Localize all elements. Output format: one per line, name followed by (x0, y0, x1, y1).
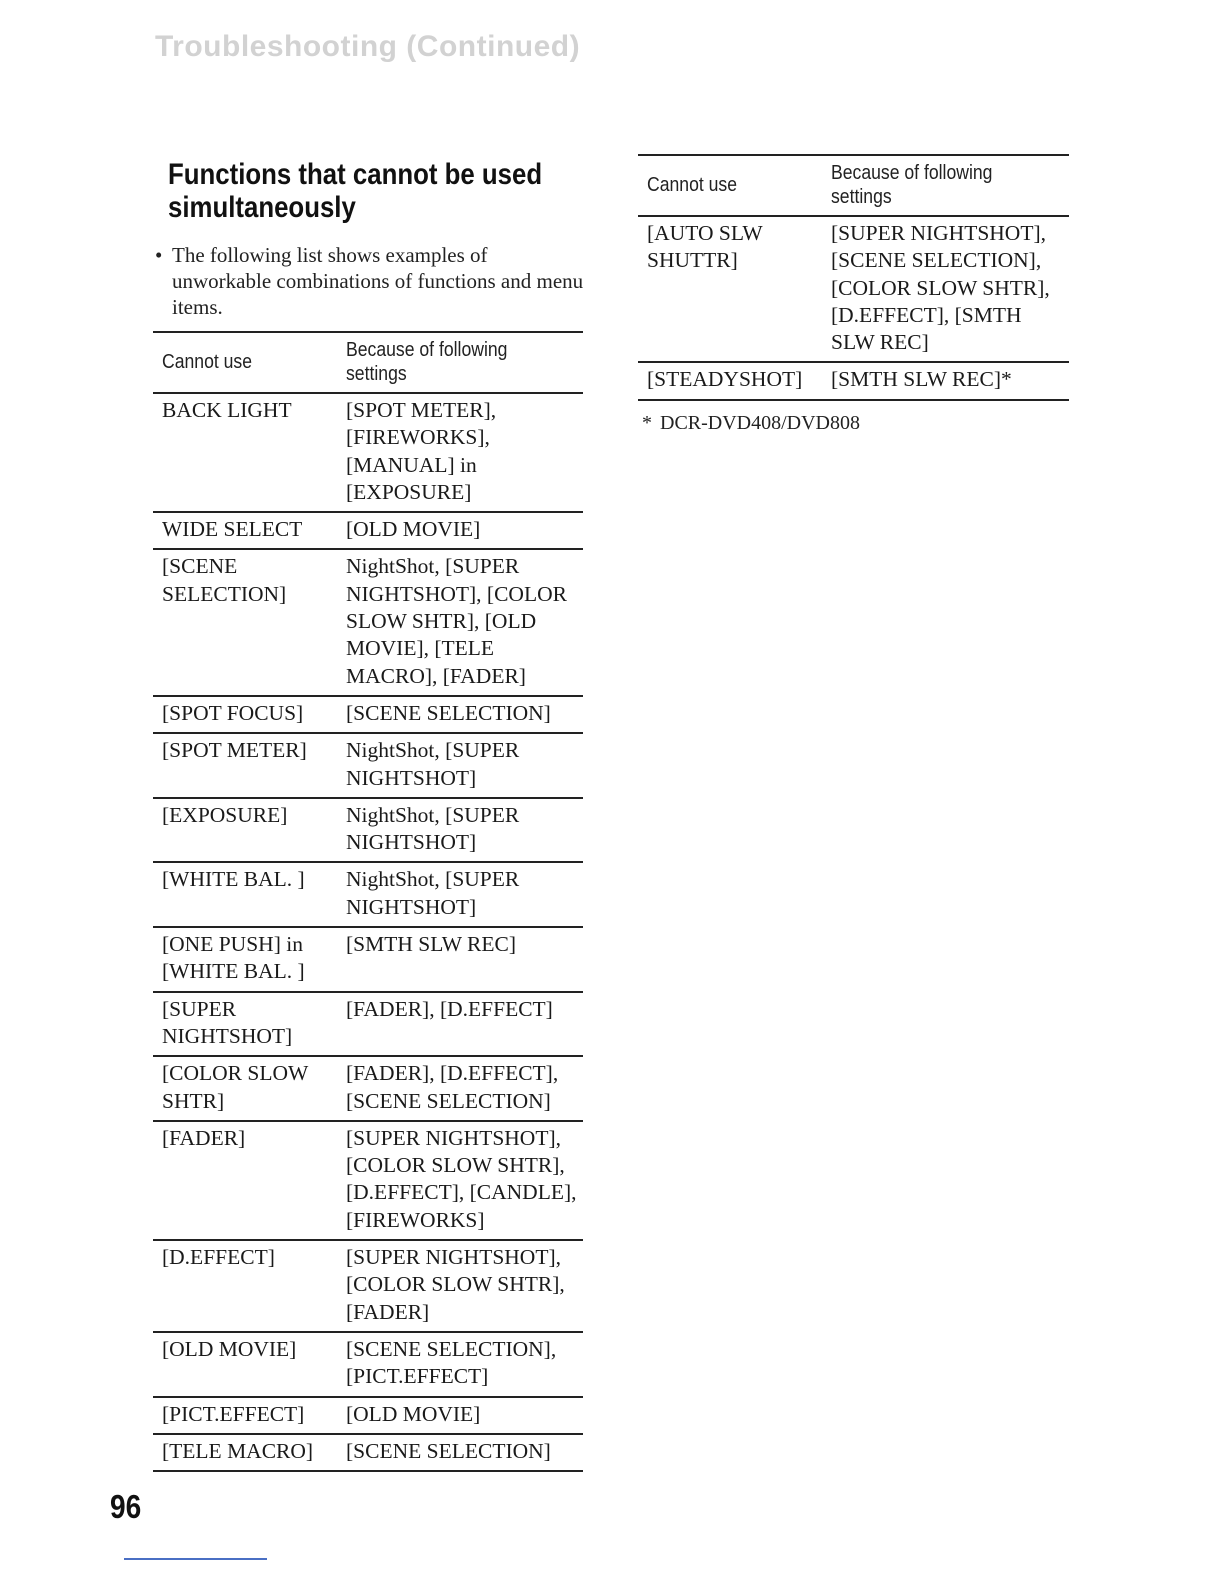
table-row (638, 362, 1069, 399)
section-title-line-1: Functions that cannot be used (168, 158, 543, 191)
cannot-use-cell: [WHITE BAL. ] (153, 862, 337, 927)
table-row (153, 1434, 583, 1471)
footnote-mark: * (642, 412, 652, 434)
because-cell: [SPOT METER], [FIREWORKS], [MANUAL] in [EXPOSURE] (337, 393, 583, 512)
table-row (153, 798, 583, 863)
table-row (153, 1332, 583, 1397)
header-because-of: Because of following settings (822, 155, 1069, 216)
cannot-use-cell: [STEADYSHOT] (638, 362, 822, 399)
table-row (153, 512, 583, 549)
because-cell: [OLD MOVIE] (337, 1397, 583, 1434)
cannot-use-cell: [SPOT METER] (153, 733, 337, 798)
because-cell: [OLD MOVIE] (337, 512, 583, 549)
table-row (153, 1240, 583, 1332)
header-because-of: Because of following settings (337, 332, 583, 393)
table-row (153, 927, 583, 992)
cannot-use-cell: [SPOT FOCUS] (153, 696, 337, 733)
cannot-use-cell: [TELE MACRO] (153, 1434, 337, 1471)
because-cell: [SMTH SLW REC] (337, 927, 583, 992)
bottom-rule (124, 1558, 267, 1560)
because-cell: [FADER], [D.EFFECT], [SCENE SELECTION] (337, 1056, 583, 1121)
table-row (153, 992, 583, 1057)
table-row (153, 1121, 583, 1240)
table-row (153, 696, 583, 733)
cannot-use-cell: [PICT.EFFECT] (153, 1397, 337, 1434)
table-header-row (638, 155, 1069, 216)
intro-text: The following list shows examples of unworkable combinations of functions and menu items. (172, 243, 584, 319)
cannot-use-cell: [D.EFFECT] (153, 1240, 337, 1332)
cannot-use-cell: [COLOR SLOW SHTR] (153, 1056, 337, 1121)
table-row (153, 733, 583, 798)
cannot-use-cell: BACK LIGHT (153, 393, 337, 512)
because-cell: NightShot, [SUPER NIGHTSHOT] (337, 798, 583, 863)
intro-paragraph (155, 242, 585, 320)
header-cannot-use: Cannot use (153, 332, 337, 393)
table-row (153, 1056, 583, 1121)
cannot-use-cell: [EXPOSURE] (153, 798, 337, 863)
section-title (168, 158, 543, 224)
table-row (153, 393, 583, 512)
page-number: 96 (110, 1488, 142, 1525)
because-cell: [SUPER NIGHTSHOT], [COLOR SLOW SHTR], [D.EFFECT], [CANDLE], [FIREWORKS] (337, 1121, 583, 1240)
cannot-use-cell: [ONE PUSH] in [WHITE BAL. ] (153, 927, 337, 992)
header-cannot-use: Cannot use (638, 155, 822, 216)
because-cell: [FADER], [D.EFFECT] (337, 992, 583, 1057)
section-title-line-2: simultaneously (168, 191, 356, 224)
footnote (642, 412, 860, 435)
bullet-icon: • (155, 243, 163, 267)
table-row (153, 1397, 583, 1434)
because-cell: [SUPER NIGHTSHOT], [SCENE SELECTION], [COLOR SLOW SHTR], [D.EFFECT], [SMTH SLW REC] (822, 216, 1069, 362)
table-header-row (153, 332, 583, 393)
running-head: Troubleshooting (Continued) (155, 30, 581, 63)
cannot-use-cell: [OLD MOVIE] (153, 1332, 337, 1397)
table-row (153, 862, 583, 927)
because-cell: NightShot, [SUPER NIGHTSHOT], [COLOR SLOW SHTR], [OLD MOVIE], [TELE MACRO], [FADER] (337, 549, 583, 695)
because-cell: [SUPER NIGHTSHOT], [COLOR SLOW SHTR], [FADER] (337, 1240, 583, 1332)
cannot-use-cell: [AUTO SLW SHUTTR] (638, 216, 822, 362)
cannot-use-cell: WIDE SELECT (153, 512, 337, 549)
because-cell: [SCENE SELECTION] (337, 1434, 583, 1471)
because-cell: [SCENE SELECTION] (337, 696, 583, 733)
because-cell: [SCENE SELECTION], [PICT.EFFECT] (337, 1332, 583, 1397)
because-cell: NightShot, [SUPER NIGHTSHOT] (337, 733, 583, 798)
cannot-use-cell: [SCENE SELECTION] (153, 549, 337, 695)
table-row (638, 216, 1069, 362)
footnote-text: DCR-DVD408/DVD808 (660, 412, 860, 434)
because-cell: NightShot, [SUPER NIGHTSHOT] (337, 862, 583, 927)
cannot-use-cell: [SUPER NIGHTSHOT] (153, 992, 337, 1057)
cannot-use-cell: [FADER] (153, 1121, 337, 1240)
table-row (153, 549, 583, 695)
because-cell: [SMTH SLW REC]* (822, 362, 1069, 399)
incompatible-functions-table (153, 331, 583, 1472)
incompatible-functions-table-continued (638, 154, 1069, 401)
